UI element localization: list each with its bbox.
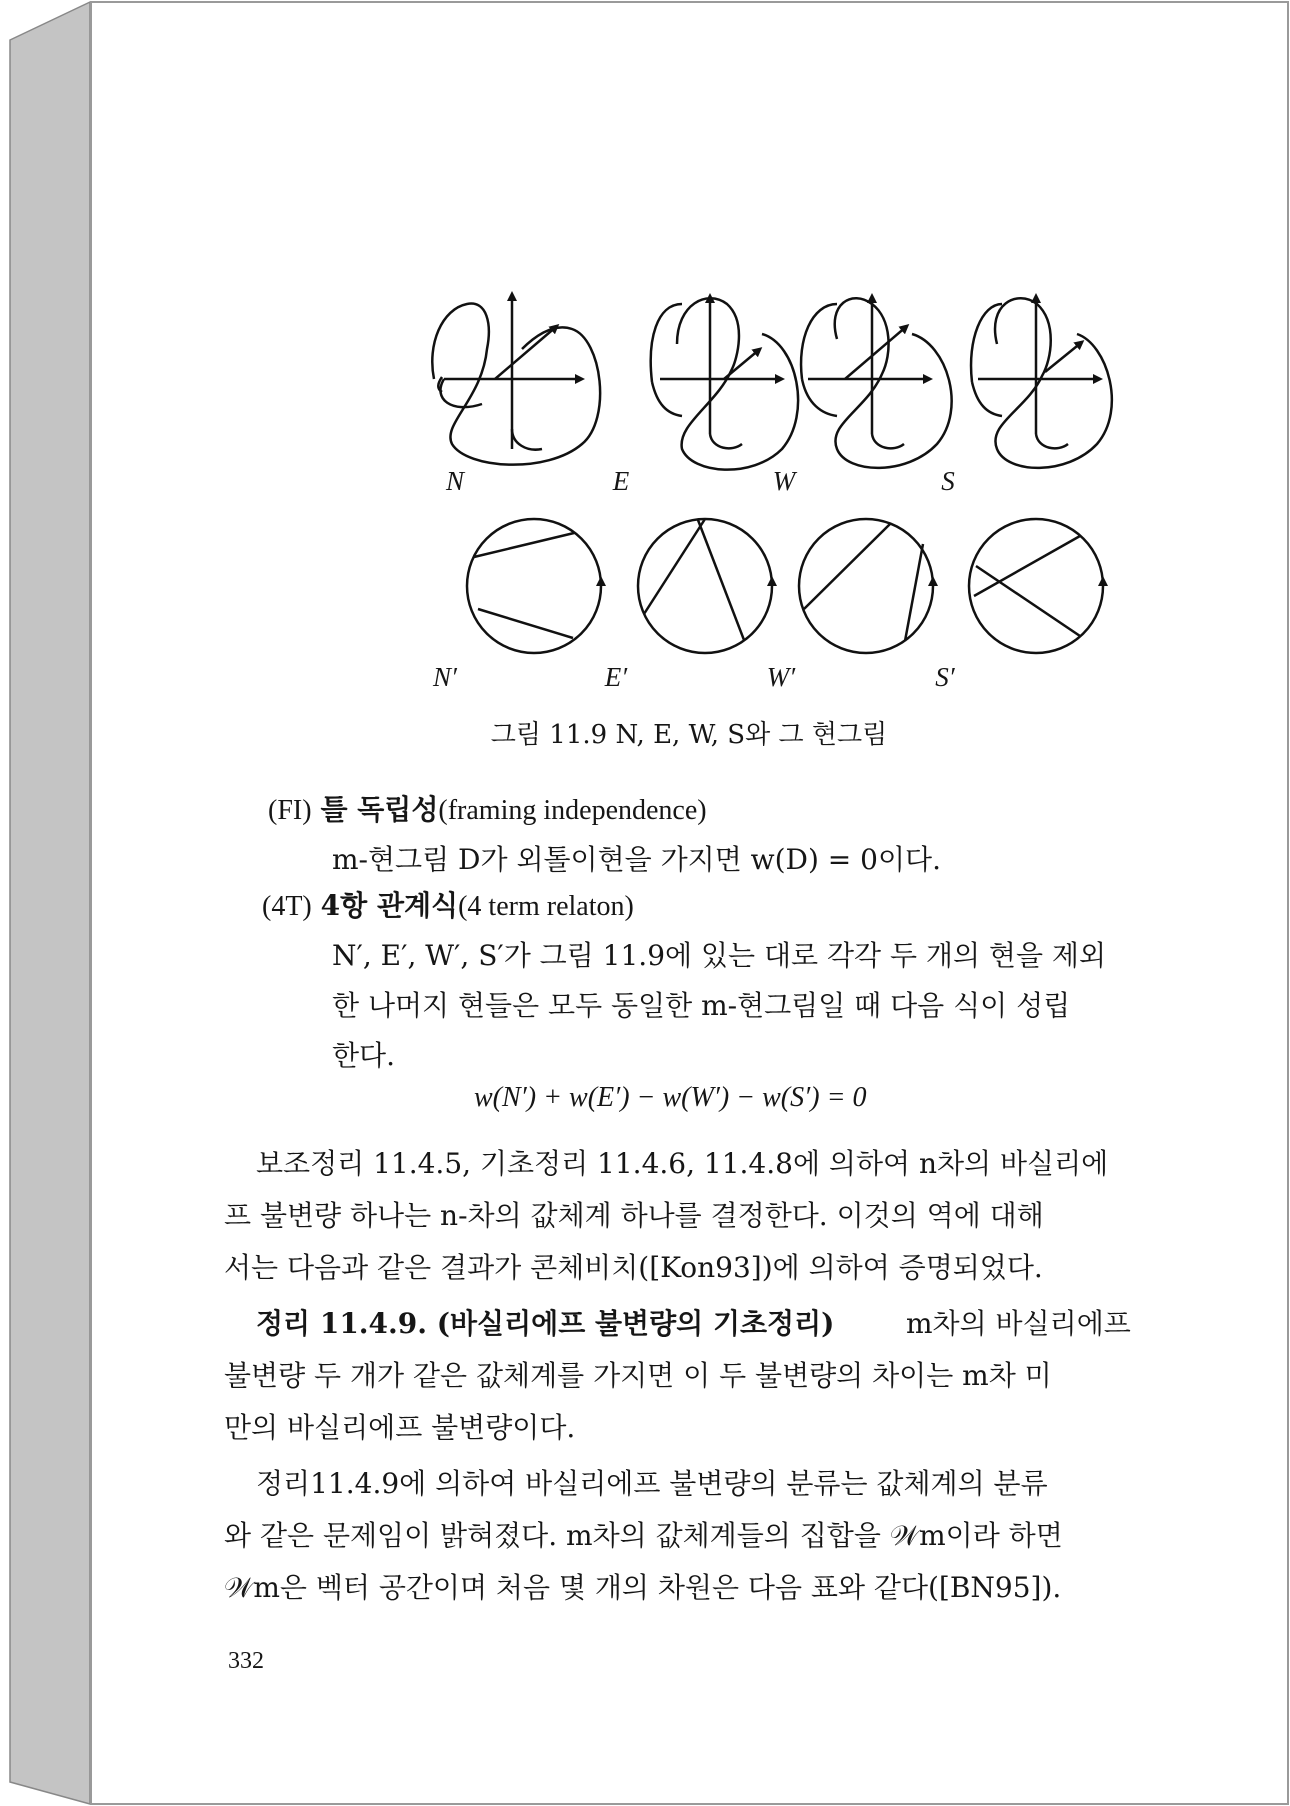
t4-line-1: N′, E′, W′, S′가 그림 11.9에 있는 대로 각각 두 개의 현을 제외: [332, 939, 1106, 972]
t4-equation: w(N′) + w(E′) − w(W′) − w(S′) = 0: [474, 1082, 867, 1113]
figure-label-s: S: [941, 466, 955, 496]
fi-title: 틀 독립성: [320, 793, 439, 826]
page-number: 332: [228, 1648, 264, 1674]
chord-diagram-n-prime: [467, 519, 601, 653]
figure-label-n-prime: N′: [433, 662, 457, 692]
figure-caption: 그림 11.9 N, E, W, S와 그 현그림: [490, 720, 888, 750]
book-page: [92, 4, 1286, 1802]
t4-heading: [262, 884, 634, 924]
chord-diagram-e-prime: [638, 519, 772, 653]
para2-line-2: 와 같은 문제임이 밝혀졌다. m차의 값체계들의 집합을 𝒲m이라 하면: [224, 1519, 1063, 1552]
para1-line-2: 프 불변량 하나는 n-차의 값체계 하나를 결정한다. 이것의 역에 대해: [224, 1199, 1044, 1232]
figure-11-9: [92, 4, 1286, 704]
t4-tag: (4T): [262, 891, 312, 922]
figure-label-s-prime: S′: [935, 662, 955, 692]
para1-line-3: 서는 다음과 같은 결과가 콘체비치([Kon93])에 의하여 증명되었다.: [224, 1251, 1043, 1284]
para2-line-3: 𝒲m은 벡터 공간이며 처음 몇 개의 차원은 다음 표와 같다([BN95]).: [224, 1571, 1062, 1604]
para1-line-1: 보조정리 11.4.5, 기초정리 11.4.6, 11.4.8에 의하여 n차의 바실리에: [256, 1147, 1109, 1180]
knot-diagram-s: [971, 296, 1112, 468]
figure-label-n: N: [445, 466, 465, 496]
knot-diagram-e: [651, 296, 798, 470]
fi-heading: [268, 788, 707, 828]
knot-diagram-w: [801, 296, 952, 468]
figure-label-e: E: [612, 466, 630, 496]
chord-diagram-s-prime: [969, 519, 1103, 653]
theorem-line-1: m차의 바실리에프: [906, 1307, 1131, 1340]
fi-tag: (FI): [268, 795, 312, 826]
t4-title-en: (4 term relaton): [458, 891, 634, 922]
theorem-line-2: 불변량 두 개가 같은 값체계를 가지면 이 두 불변량의 차이는 m차 미: [224, 1359, 1052, 1392]
t4-line-2: 한 나머지 현들은 모두 동일한 m-현그림일 때 다음 식이 성립: [332, 989, 1071, 1022]
fi-body: m-현그림 D가 외톨이현을 가지면 w(D) = 0이다.: [332, 843, 941, 876]
chord-diagram-w-prime: [799, 519, 933, 653]
theorem-line-3: 만의 바실리에프 불변량이다.: [224, 1411, 576, 1444]
figure-label-w: W: [772, 466, 796, 496]
figure-label-e-prime: E′: [604, 662, 628, 692]
fi-title-en: (framing independence): [438, 795, 707, 826]
t4-line-3: 한다.: [332, 1039, 395, 1072]
t4-title: 4항 관계식: [320, 889, 459, 922]
figure-label-w-prime: W′: [766, 662, 796, 692]
para2-line-1: 정리11.4.9에 의하여 바실리에프 불변량의 분류는 값체계의 분류: [256, 1467, 1048, 1500]
theorem-heading: 정리 11.4.9. (바실리에프 불변량의 기초정리): [256, 1307, 835, 1340]
knot-diagram-n: [432, 294, 600, 465]
